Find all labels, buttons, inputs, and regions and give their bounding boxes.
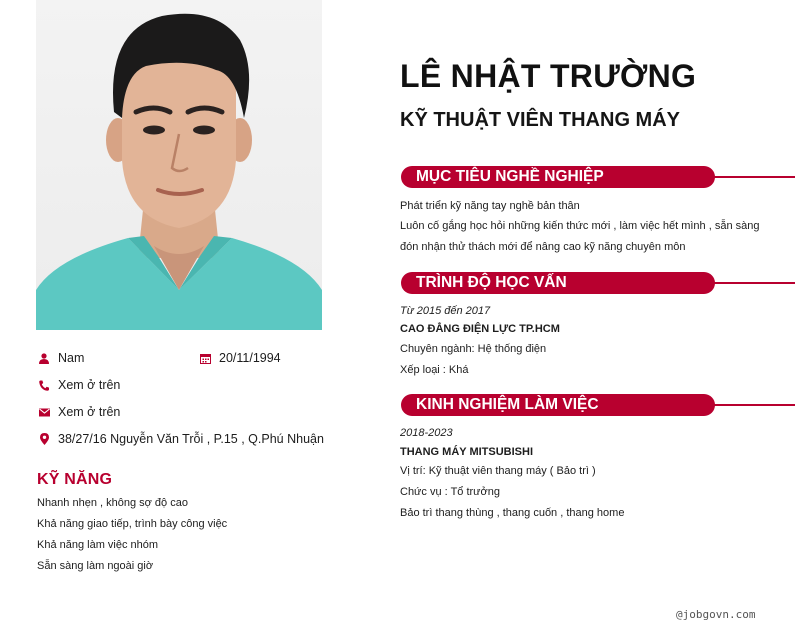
experience-position: Vị trí: Kỹ thuật viên thang máy ( Bảo trì )	[400, 465, 596, 477]
candidate-job-title: KỸ THUẬT VIÊN THANG MÁY	[400, 109, 680, 131]
phone-icon	[38, 379, 50, 391]
objective-divider	[712, 176, 795, 178]
phone-value: Xem ở trên	[58, 378, 121, 392]
education-grade: Xếp loại : Khá	[400, 364, 469, 376]
education-divider	[712, 282, 795, 284]
objective-line: Luôn cố gắng học hỏi những kiến thức mới , làm việc hết mình , sẵn sàng	[400, 220, 760, 232]
contact-phone	[38, 378, 120, 392]
address-value: 38/27/16 Nguyễn Văn Trỗi , P.15 , Q.Phú Nhuận	[58, 432, 324, 446]
experience-company: THANG MÁY MITSUBISHI	[400, 446, 534, 458]
education-period: Từ 2015 đến 2017	[400, 305, 491, 317]
skill-item: Sẵn sàng làm ngoài giờ	[37, 560, 154, 572]
experience-heading: KINH NGHIỆM LÀM VIỆC	[401, 394, 715, 416]
skill-item: Nhanh nhẹn , không sợ độ cao	[37, 497, 188, 509]
mail-icon	[38, 406, 50, 418]
experience-divider	[712, 404, 795, 406]
birthdate-value: 20/11/1994	[219, 351, 281, 365]
skill-item: Khả năng giao tiếp, trình bày công việc	[37, 518, 228, 530]
contact-gender	[38, 351, 84, 365]
experience-duties: Bảo trì thang thùng , thang cuốn , thang home	[400, 507, 625, 519]
education-heading: TRÌNH ĐỘ HỌC VẤN	[401, 272, 715, 294]
experience-period: 2018-2023	[400, 427, 453, 439]
contact-birthdate	[199, 351, 281, 365]
education-major: Chuyên ngành: Hệ thống điện	[400, 343, 547, 355]
skills-heading: KỸ NĂNG	[37, 471, 113, 488]
candidate-name: LÊ NHẬT TRƯỜNG	[400, 58, 697, 94]
gender-value: Nam	[58, 351, 85, 365]
profile-photo	[36, 0, 322, 330]
education-school: CAO ĐẲNG ĐIỆN LỰC TP.HCM	[400, 323, 560, 335]
user-icon	[38, 352, 50, 364]
email-value: Xem ở trên	[58, 405, 121, 419]
objective-line: đón nhận thử thách mới để nâng cao kỹ năng chuyên môn	[400, 241, 686, 253]
contact-address	[38, 432, 324, 446]
location-pin-icon	[38, 433, 50, 445]
calendar-icon	[199, 352, 211, 364]
watermark: @jobgovn.com	[676, 608, 756, 621]
skill-item: Khả năng làm việc nhóm	[37, 539, 159, 551]
objective-line: Phát triển kỹ năng tay nghề bản thân	[400, 200, 580, 212]
experience-role: Chức vụ : Tổ trưởng	[400, 486, 500, 498]
contact-email	[38, 405, 120, 419]
skills-list	[37, 496, 227, 580]
objective-heading: MỤC TIÊU NGHỀ NGHIỆP	[401, 166, 715, 188]
